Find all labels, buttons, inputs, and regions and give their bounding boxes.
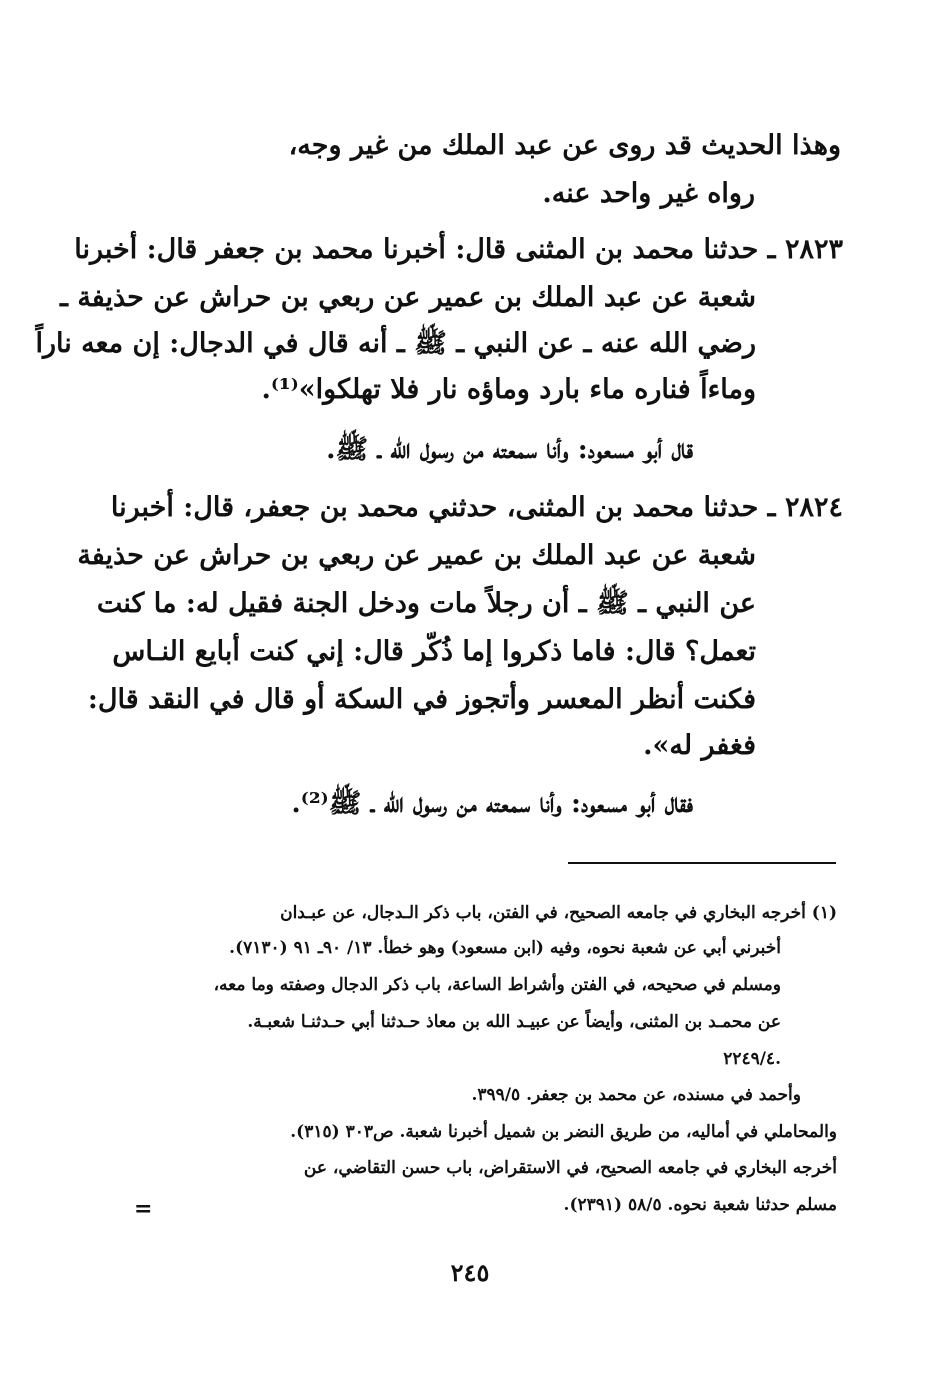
body-line: فقال أبو مسعود: وأنا سمعته من رسول الله ـ ﷺ⁽²⁾.	[291, 788, 693, 819]
body-line: ٢٨٢٤ ـ حدثنا محمد بن المثنى، حدثني محمد بن جعفر، قال: أخبرنا	[110, 492, 843, 523]
footnote-line: أخرجه البخاري في جامعه الصحيح، في الاستقراض، باب حسن التقاضي، عن	[303, 1158, 837, 1178]
body-line: وماءاً فناره ماء بارد وماؤه نار فلا تهلكوا»⁽¹⁾.	[261, 374, 756, 405]
footnote-line: ٢٢٤٩/٤.	[723, 1049, 781, 1069]
body-line: عن النبي ـ ﷺ ـ أن رجلاً مات ودخل الجنة فقيل له: ما كنت	[96, 588, 756, 619]
footnote-line: والمحاملي في أماليه، من طريق النضر بن شميل أخبرنا شعبة. ص٣٠٣ (٣١٥).	[290, 1122, 837, 1142]
body-line: فكنت أنظر المعسر وأتجوز في السكة أو قال في النقد قال:	[87, 684, 756, 715]
body-line: ٢٨٢٣ ـ حدثنا محمد بن المثنى قال: أخبرنا محمد بن جعفر قال: أخبرنا	[74, 234, 843, 265]
footnote-line: وأحمد في مسنده، عن محمد بن جعفر. ٣٩٩/٥.	[471, 1085, 801, 1105]
continuation-marker: =	[134, 1196, 153, 1222]
body-line: فغفر له».	[643, 730, 756, 761]
body-line: وهذا الحديث قد روى عن عبد الملك من غير وجه،	[288, 130, 841, 161]
footnote-divider	[568, 862, 836, 864]
body-line: رضي الله عنه ـ عن النبي ـ ﷺ ـ أنه قال في الدجال: إن معه ناراً	[35, 328, 756, 359]
body-line: تعمل؟ قال: فاما ذكروا إما ذُكّر قال: إني كنت أبايع النـاس	[112, 636, 756, 667]
body-line: شعبة عن عبد الملك بن عمير عن ربعي بن حراش عن حذيفة	[77, 540, 756, 571]
footnote-line: مسلم حدثنا شعبة نحوه. ٥٨/٥ (٢٣٩١).	[563, 1195, 837, 1215]
footnote-line: عن محمـد بن المثنى، وأيضاً عن عبيـد الله بن معاذ حـدثنا أبي حـدثنـا شعبـة.	[247, 1012, 781, 1032]
page-number: ٢٤٥	[450, 1258, 490, 1287]
body-line: رواه غير واحد عنه.	[542, 178, 755, 209]
footnote-line: أخبرني أبي عن شعبة نحوه، وفيه (ابن مسعود) وهو خطأ. ١٣/ ٩٠ـ ٩١ (٧١٣٠).	[229, 938, 781, 958]
body-line: شعبة عن عبد الملك بن عمير عن ربعي بن حراش عن حذيفة ـ	[60, 282, 756, 313]
footnote-line: ومسلم في صحيحه، في الفتن وأشراط الساعة، باب ذكر الدجال وصفته وما معه،	[213, 975, 781, 995]
footnote-line: (١) أخرجه البخاري في جامعه الصحيح، في الفتن، باب ذكر الـدجال، عن عبـدان	[280, 903, 837, 923]
body-line: قال أبو مسعود: وأنا سمعته من رسول الله ـ ﷺ.	[326, 434, 693, 465]
